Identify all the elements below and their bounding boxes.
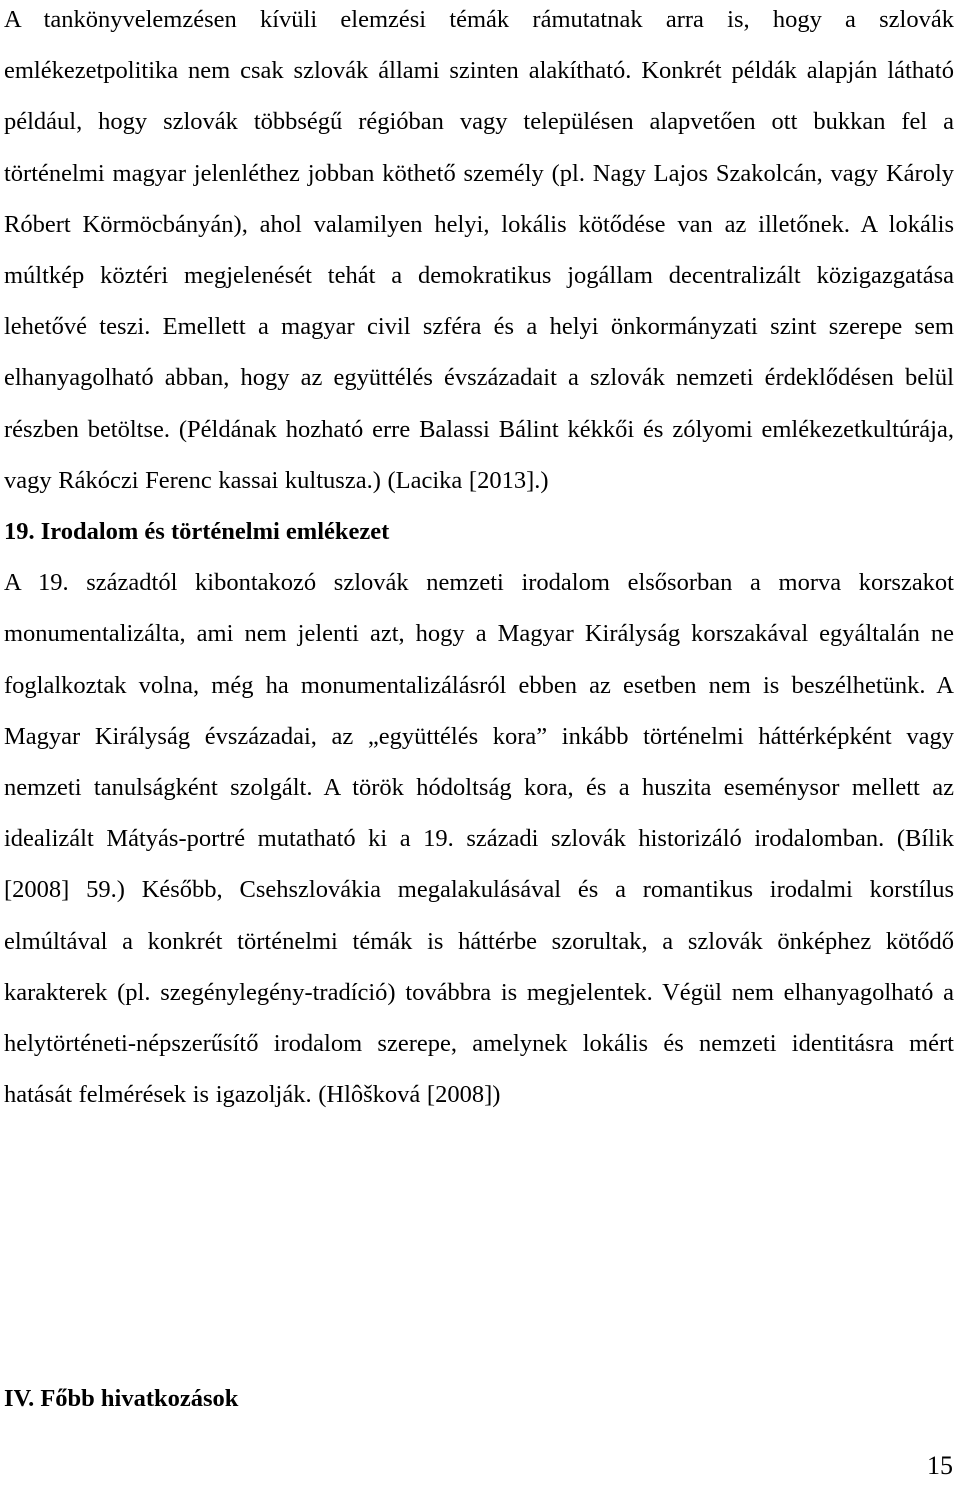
page-number: 15 [927,1451,953,1480]
body-paragraph-1: A tankönyvelemzésen kívüli elemzési témák rámutatnak arra is, hogy a szlovák emlékezetpolitika nem csak szlovák állami szinten alakítható. Konkrét példák alapján látható például, hogy szlovák többségű régióban vagy településen alapvetően ott bukkan fel a történelmi magyar jelenléthez jobban köthető személy (pl. Nagy Lajos Szakolcán, vagy Károly Róbert Körmöcbányán), ahol valamilyen helyi, lokális kötődése van az illetőnek. A lokális múltkép köztéri megjelenését tehát a demokratikus jogállam decentralizált közigazgatása lehetővé teszi. Emellett a magyar civil szféra és a helyi önkormányzati szint szerepe sem elhanyagolható abban, hogy az együttélés évszázadait a szlovák nemzeti érdeklődésen belül részben betöltse. (Példának hozható erre Balassi Bálint kékkői és zólyomi emlékezetkultúrája, vagy Rákóczi Ferenc kassai kultusza.) (Lacika [2013].) [4,6,954,494]
section-heading: 19. Irodalom és történelmi emlékezet [4,518,390,546]
page-content [4,0,954,1120]
body-paragraph-2: A 19. századtól kibontakozó szlovák nemzeti irodalom elsősorban a morva korszakot monumentalizálta, ami nem jelenti azt, hogy a Magyar Királyság korszakával egyáltalán ne foglalkoztak volna, még ha monumentalizálásról ebben az esetben nem is beszélhetünk. A Magyar Királyság évszázadai, az „együttélés kora” inkább történelmi háttérképként vagy nemzeti tanulságként szolgált. A török hódoltság kora, és a huszita eseménysor mellett az idealizált Mátyás-portré mutatható ki a 19. századi szlovák historizáló irodalomban. (Bílik [2008] 59.) Később, Csehszlovákia megalakulásával és a romantikus irodalmi korstílus elmúltával a konkrét történelmi témák is háttérbe szorultak, a szlovák önképhez kötődő karakterek (pl. szegénylegény-tradíció) továbbra is megjelentek. Végül nem elhanyagolható a helytörténeti-népszerűsítő irodalom szerepe, amelynek lokális és nemzeti identitásra mért hatását felmérések is igazolják. (Hlôšková [2008]) [4,569,954,1109]
chapter-heading: IV. Főbb hivatkozások [4,1385,239,1412]
